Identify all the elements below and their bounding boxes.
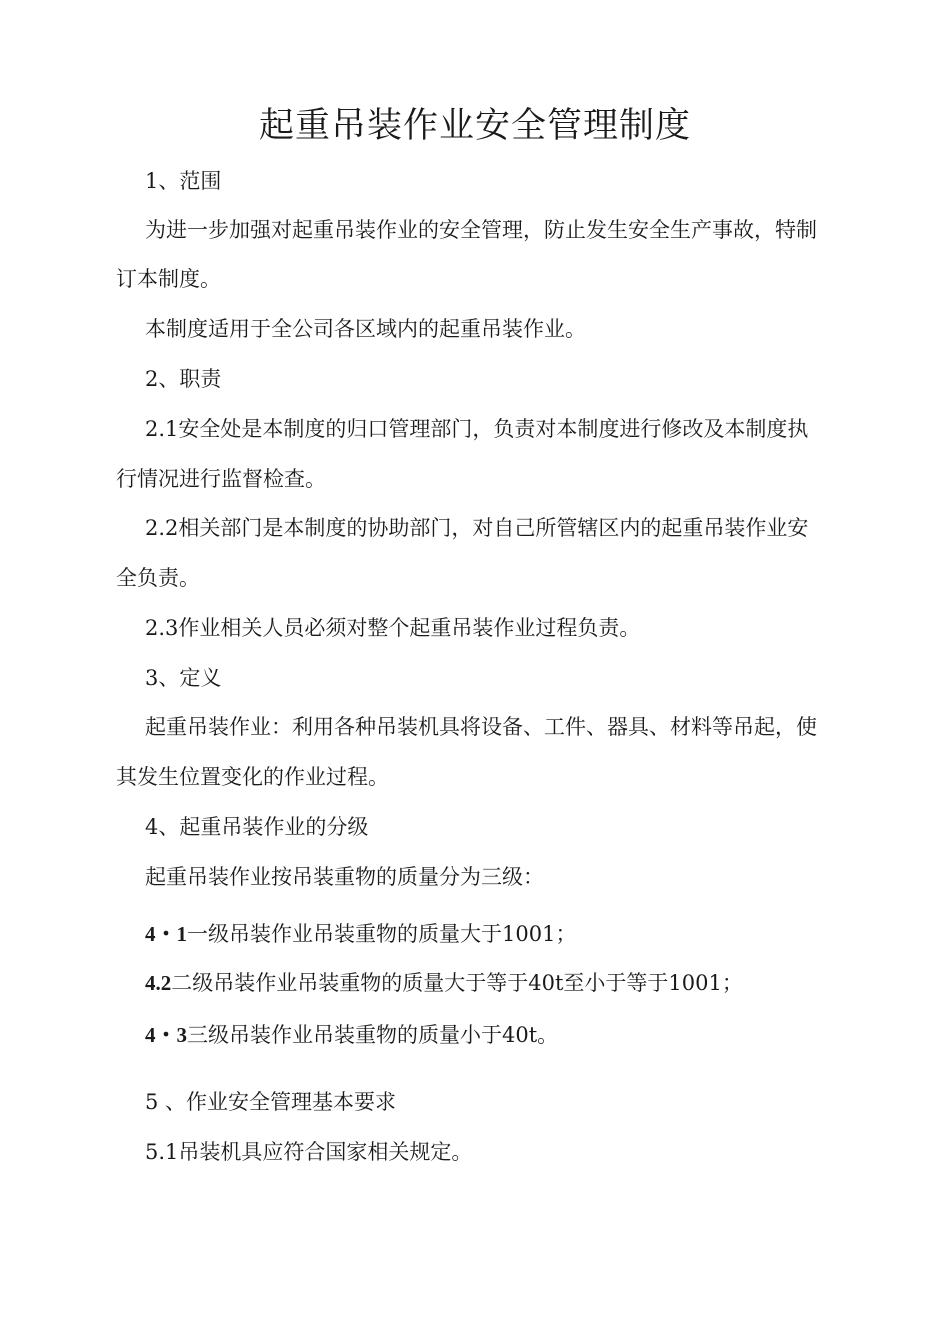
section-4-heading: 4、起重吊装作业的分级 [145,815,369,839]
grade-4-2-number: 4.2 [145,971,172,995]
grade-4-1 [145,919,576,949]
applicability-paragraph: 本制度适用于全公司各区域内的起重吊装作业。 [145,317,586,341]
grade-4-2 [145,968,743,998]
duty-2-1-line-2: 行情况进行监督检查。 [116,467,326,491]
document-title: 起重吊装作业安全管理制度 [258,106,691,146]
definition-line-1: 起重吊装作业：利用各种吊装机具将设备、工件、器具、材料等吊起，使 [145,715,817,739]
grade-4-1-number: 4・1 [145,922,187,946]
scope-paragraph-line-1: 为进一步加强对起重吊装作业的安全管理，防止发生安全生产事故，特制 [145,218,817,242]
duty-2-2-line-2: 全负责。 [116,566,200,590]
grade-4-1-text: 一级吊装作业吊装重物的质量大于1001； [187,922,577,946]
grading-intro: 起重吊装作业按吊装重物的质量分为三级： [145,865,544,889]
duty-2-1-line-1: 2.1安全处是本制度的归口管理部门，负责对本制度进行修改及本制度执 [145,417,809,441]
grade-4-2-text: 二级吊装作业吊装重物的质量大于等于40t至小于等于1001； [171,971,743,995]
scope-paragraph-line-2: 订本制度。 [116,267,221,291]
section-5-heading: 5 、作业安全管理基本要求 [145,1090,397,1114]
section-3-heading: 3、定义 [145,666,222,690]
requirement-5-1: 5.1吊装机具应符合国家相关规定。 [145,1140,473,1164]
grade-4-3-number: 4・3 [145,1023,187,1047]
section-2-heading: 2、职责 [145,367,222,391]
duty-2-2-line-1: 2.2相关部门是本制度的协助部门，对自己所管辖区内的起重吊装作业安 [145,516,809,540]
grade-4-3 [145,1020,558,1050]
definition-line-2: 其发生位置变化的作业过程。 [116,765,389,789]
grade-4-3-text: 三级吊装作业吊装重物的质量小于40t。 [187,1023,559,1047]
duty-2-3: 2.3作业相关人员必须对整个起重吊装作业过程负责。 [145,616,641,640]
section-1-heading: 1、范围 [145,169,222,193]
